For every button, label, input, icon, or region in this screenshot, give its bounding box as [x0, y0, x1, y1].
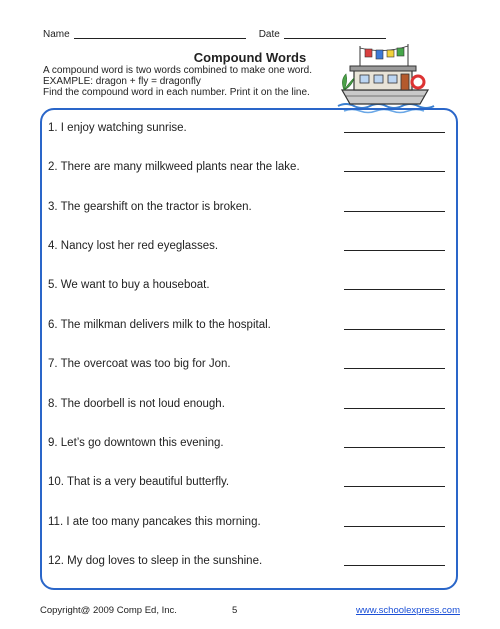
website-link[interactable]: www.schoolexpress.com [355, 605, 460, 616]
question-text: 7. The overcoat was too big for Jon. [48, 358, 231, 370]
answer-line[interactable] [344, 171, 445, 172]
answer-line[interactable] [344, 447, 445, 448]
question-text: 6. The milkman delivers milk to the hospital. [48, 319, 271, 331]
answer-line[interactable] [344, 329, 445, 330]
question-item [48, 201, 448, 221]
answer-line[interactable] [344, 211, 445, 212]
question-item [48, 122, 448, 142]
question-text: 11. I ate too many pancakes this morning. [48, 516, 261, 528]
page-number: 5 [232, 605, 238, 616]
answer-line[interactable] [344, 408, 445, 409]
answer-line[interactable] [344, 526, 445, 527]
question-item [48, 555, 448, 575]
name-date-row [43, 29, 443, 40]
answer-line[interactable] [344, 565, 445, 566]
question-item [48, 437, 448, 457]
answer-line[interactable] [344, 250, 445, 251]
question-text: 4. Nancy lost her red eyeglasses. [48, 240, 219, 252]
instructions-line-1: A compound word is two words combined to make one word. [43, 65, 313, 76]
question-text: 8. The doorbell is not loud enough. [48, 398, 225, 410]
question-text: 12. My dog loves to sleep in the sunshine. [48, 555, 263, 567]
question-item [48, 319, 448, 339]
date-label: Date [258, 29, 280, 40]
worksheet-title: Compound Words [193, 50, 307, 65]
question-text: 1. I enjoy watching sunrise. [48, 122, 187, 134]
footer [40, 605, 460, 619]
question-text: 3. The gearshift on the tractor is broken. [48, 201, 252, 213]
question-text: 9. Let’s go downtown this evening. [48, 437, 224, 449]
question-text: 10. That is a very beautiful butterfly. [48, 476, 230, 488]
houseboat-illustration-icon [330, 40, 440, 115]
name-field-line[interactable] [74, 29, 246, 39]
date-field-line[interactable] [284, 29, 386, 39]
question-item [48, 358, 448, 378]
answer-line[interactable] [344, 368, 445, 369]
answer-line[interactable] [344, 289, 445, 290]
answer-line[interactable] [344, 132, 445, 133]
answer-line[interactable] [344, 486, 445, 487]
question-item [48, 476, 448, 496]
instructions-line-3: Find the compound word in each number. Print it on the line. [43, 87, 310, 98]
question-item [48, 516, 448, 536]
copyright-text: Copyright@ 2009 Comp Ed, Inc. [40, 605, 177, 616]
question-item [48, 279, 448, 299]
instructions [43, 65, 343, 98]
question-text: 2. There are many milkweed plants near the lake. [48, 161, 300, 173]
question-item [48, 240, 448, 260]
question-item [48, 161, 448, 181]
name-label: Name [43, 29, 70, 40]
instructions-example: EXAMPLE: dragon + fly = dragonfly [43, 76, 201, 87]
question-item [48, 398, 448, 418]
question-text: 5. We want to buy a houseboat. [48, 279, 210, 291]
